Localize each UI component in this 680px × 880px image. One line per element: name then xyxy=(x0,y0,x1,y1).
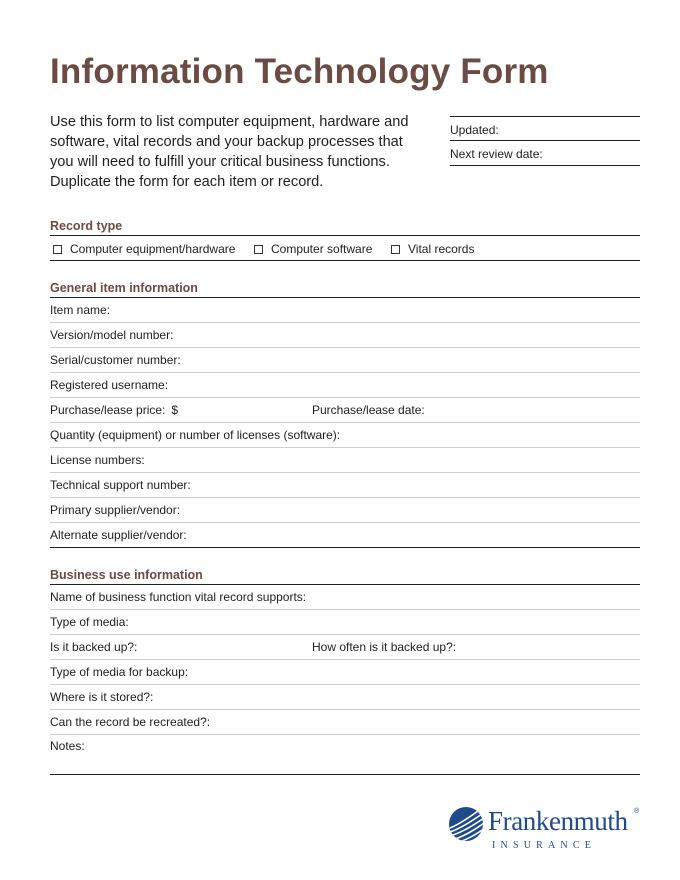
currency-symbol: $ xyxy=(171,403,179,417)
quantity-field[interactable] xyxy=(50,423,640,448)
checkbox-icon[interactable] xyxy=(254,245,263,254)
frankenmuth-logo xyxy=(448,802,643,854)
general-info-heading: General item information xyxy=(50,281,198,295)
type-of-media-field[interactable] xyxy=(50,610,640,635)
field-label: Name of business function vital record supports: xyxy=(50,590,307,604)
purchase-price-label: Purchase/lease price: xyxy=(50,403,166,417)
media-for-backup-field[interactable] xyxy=(50,660,640,685)
where-stored-field[interactable] xyxy=(50,685,640,710)
field-label: Alternate supplier/vendor: xyxy=(50,528,187,542)
field-label: Where is it stored?: xyxy=(50,690,154,704)
intro-paragraph: Use this form to list computer equipment, hardware and software, vital records and your backup processes that you will need to fulfill your critical business functions. Duplicate the form for each item or record. xyxy=(50,114,409,190)
field-label: Type of media: xyxy=(50,615,129,629)
field-label: Version/model number: xyxy=(50,328,174,342)
field-label: Serial/customer number: xyxy=(50,353,181,367)
checkbox-label: Computer equipment/hardware xyxy=(70,242,236,256)
business-info-heading: Business use information xyxy=(50,568,203,582)
business-info-fields xyxy=(50,585,640,775)
form-title: Information Technology Form xyxy=(50,52,549,91)
field-label: Notes: xyxy=(50,739,85,753)
registered-username-field[interactable] xyxy=(50,373,640,398)
serial-customer-field[interactable] xyxy=(50,348,640,373)
field-label: Type of media for backup: xyxy=(50,665,189,679)
meta-box xyxy=(450,116,640,166)
checkbox-computer-software[interactable] xyxy=(254,242,372,256)
divider xyxy=(50,260,640,261)
field-label: Registered username: xyxy=(50,378,169,392)
version-model-field[interactable] xyxy=(50,323,640,348)
checkbox-icon[interactable] xyxy=(391,245,400,254)
next-review-label: Next review date: xyxy=(450,147,543,161)
registered-mark: ® xyxy=(634,808,640,815)
purchase-date-label: Purchase/lease date: xyxy=(312,403,425,417)
checkbox-vital-records[interactable] xyxy=(391,242,474,256)
field-label: Item name: xyxy=(50,303,111,317)
license-numbers-field[interactable] xyxy=(50,448,640,473)
logo-sub-text: INSURANCE xyxy=(492,840,597,851)
globe-icon xyxy=(448,806,484,842)
next-review-field[interactable] xyxy=(450,140,640,166)
logo-brand-text: Frankenmuth xyxy=(488,806,628,836)
business-function-field[interactable] xyxy=(50,585,640,610)
record-type-options xyxy=(50,236,640,260)
purchase-row[interactable] xyxy=(50,398,640,423)
tech-support-field[interactable] xyxy=(50,473,640,498)
field-label: Technical support number: xyxy=(50,478,191,492)
item-name-field[interactable] xyxy=(50,298,640,323)
primary-supplier-field[interactable] xyxy=(50,498,640,523)
field-label: License numbers: xyxy=(50,453,145,467)
record-type-heading: Record type xyxy=(50,219,123,233)
recreated-field[interactable] xyxy=(50,710,640,735)
field-label: Can the record be recreated?: xyxy=(50,715,211,729)
general-info-fields xyxy=(50,298,640,548)
field-label: Primary supplier/vendor: xyxy=(50,503,181,517)
checkbox-icon[interactable] xyxy=(53,245,62,254)
alternate-supplier-field[interactable] xyxy=(50,523,640,548)
updated-label: Updated: xyxy=(450,123,499,137)
checkbox-label: Computer software xyxy=(271,242,373,256)
how-often-label: How often is it backed up?: xyxy=(312,640,457,654)
notes-field[interactable] xyxy=(50,735,640,775)
checkbox-label: Vital records xyxy=(408,242,475,256)
backup-row[interactable] xyxy=(50,635,640,660)
updated-field[interactable] xyxy=(450,116,640,140)
checkbox-computer-equipment[interactable] xyxy=(53,242,235,256)
backed-up-label: Is it backed up?: xyxy=(50,640,138,654)
field-label: Quantity (equipment) or number of licenses (software): xyxy=(50,428,341,442)
